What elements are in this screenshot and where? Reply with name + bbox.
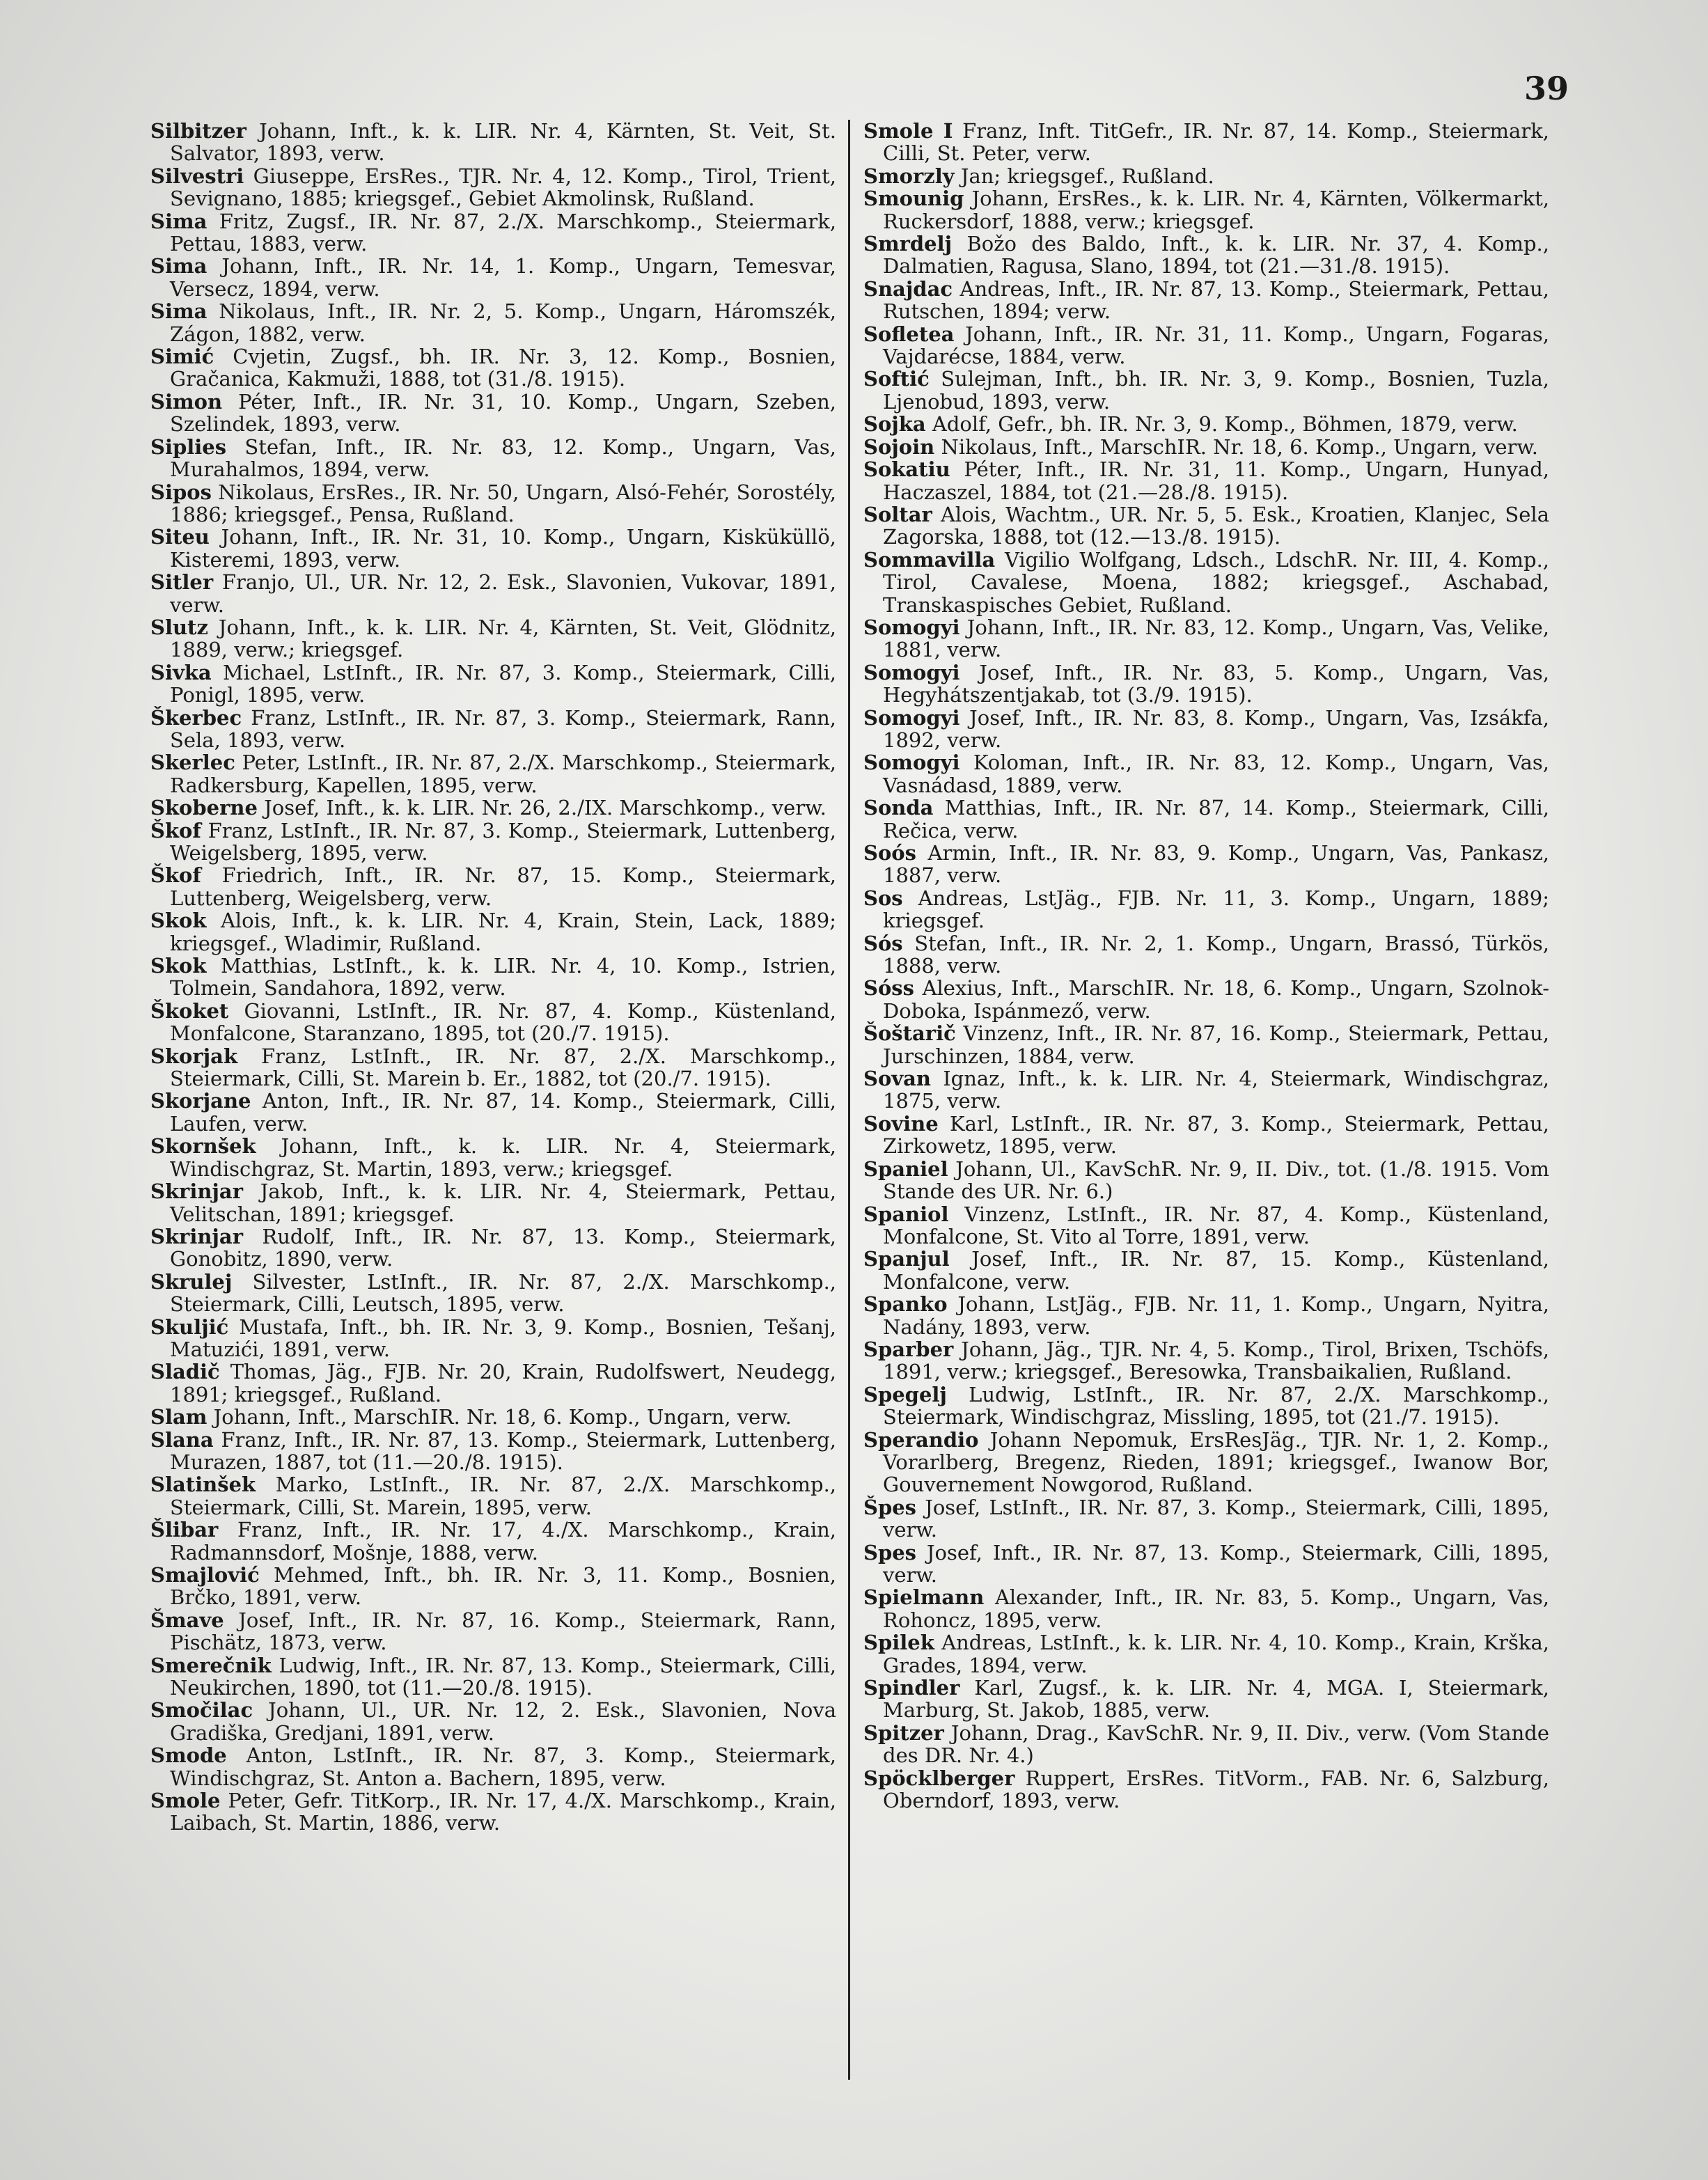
list-item	[150, 751, 836, 797]
entry-details: Vigilio Wolfgang, Ldsch., LdschR. Nr. III, 4. Komp., Tirol, Cavalese, Moena, 1882; kriegsgef., Aschabad, Transkaspisches Gebiet, Rußland.	[883, 547, 1550, 617]
entry-details: Ludwig, Inft., IR. Nr. 87, 13. Komp., Steiermark, Cilli, Neukirchen, 1890, tot (11.—20./8. 1915).	[170, 1653, 836, 1700]
entry-surname: Skok	[150, 909, 207, 933]
column-divider	[848, 120, 850, 2080]
list-item	[863, 233, 1549, 278]
entry-surname: Smorzly	[863, 164, 955, 188]
entry-surname: Šmave	[150, 1608, 224, 1632]
list-item	[863, 797, 1549, 842]
list-item	[863, 1767, 1549, 1812]
entry-surname: Slana	[150, 1427, 214, 1452]
list-item	[863, 436, 1549, 458]
entry-details: Johann, Inft., k. k. LIR. Nr. 4, Kärnten, St. Veit, Glödnitz, 1889, verw.; kriegsgef.	[170, 615, 836, 662]
list-item	[863, 1631, 1549, 1677]
list-item	[150, 526, 836, 571]
entry-surname: Softić	[863, 367, 930, 391]
list-item	[150, 1316, 836, 1361]
list-item	[150, 1519, 836, 1564]
list-item	[863, 165, 1549, 187]
list-item	[150, 1564, 836, 1609]
entry-details: Giuseppe, ErsRes., TJR. Nr. 4, 12. Komp., Tirol, Trient, Sevignano, 1885; kriegsgef., Gebiet Akmolinsk, Rußland.	[170, 164, 837, 211]
entry-surname: Somogyi	[863, 751, 960, 775]
entry-surname: Somogyi	[863, 705, 960, 730]
entry-surname: Sipos	[150, 480, 212, 504]
entry-details: Vinzenz, Inft., IR. Nr. 87, 16. Komp., Steiermark, Pettau, Jurschinzen, 1884, verw.	[883, 1021, 1550, 1068]
entry-details: Franz, Inft. TitGefr., IR. Nr. 87, 14. Komp., Steiermark, Cilli, St. Peter, verw.	[883, 119, 1549, 166]
list-item	[150, 1744, 836, 1789]
list-item	[150, 864, 836, 909]
entry-surname: Škof	[150, 818, 201, 842]
entry-details: Josef, LstInft., IR. Nr. 87, 3. Komp., Steiermark, Cilli, 1895, verw.	[883, 1495, 1549, 1542]
list-item	[863, 616, 1549, 661]
entry-details: Andreas, LstInft., k. k. LIR. Nr. 4, 10. Komp., Krain, Krška, Grades, 1894, verw.	[883, 1631, 1549, 1677]
entry-surname: Snajdac	[863, 276, 953, 301]
entry-surname: Škof	[150, 863, 201, 888]
entry-details: Rudolf, Inft., IR. Nr. 87, 13. Komp., Steiermark, Gonobitz, 1890, verw.	[170, 1224, 836, 1271]
entry-details: Michael, LstInft., IR. Nr. 87, 3. Komp., Steiermark, Cilli, Ponigl, 1895, verw.	[170, 660, 836, 707]
list-item	[863, 751, 1549, 797]
entry-details: Karl, LstInft., IR. Nr. 87, 3. Komp., Steiermark, Pettau, Zirkowetz, 1895, verw.	[883, 1111, 1549, 1159]
list-item	[863, 1203, 1549, 1248]
entry-surname: Spielmann	[863, 1585, 985, 1610]
entry-surname: Skoberne	[150, 796, 258, 820]
entry-surname: Skerlec	[150, 751, 235, 775]
entry-surname: Soós	[863, 841, 916, 865]
entry-surname: Slutz	[150, 615, 208, 639]
left-column	[150, 120, 836, 1835]
entry-surname: Spindler	[863, 1676, 960, 1700]
list-item	[863, 932, 1549, 978]
entry-surname: Skorjak	[150, 1044, 238, 1068]
list-item	[863, 368, 1549, 413]
list-item	[863, 1383, 1549, 1429]
list-item	[863, 1022, 1549, 1067]
entry-details: Mustafa, Inft., bh. IR. Nr. 3, 9. Komp., Bosnien, Tešanj, Matuzići, 1891, verw.	[170, 1315, 837, 1361]
entry-details: Franz, Inft., IR. Nr. 87, 13. Komp., Steiermark, Luttenberg, Murazen, 1887, tot (11.—20./8. 1915).	[170, 1427, 836, 1474]
entry-details: Thomas, Jäg., FJB. Nr. 20, Krain, Rudolfswert, Neudegg, 1891; kriegsgef., Rußland.	[170, 1360, 837, 1406]
entry-details: Peter, Gefr. TitKorp., IR. Nr. 17, 4./X. Marschkomp., Krain, Laibach, St. Martin, 1886, verw.	[170, 1789, 837, 1835]
list-item	[150, 481, 836, 526]
entry-details: Ludwig, LstInft., IR. Nr. 87, 2./X. Marschkomp., Steiermark, Windischgraz, Missling, 1895, tot (21./7. 1915).	[883, 1382, 1550, 1429]
entry-details: Josef, Inft., IR. Nr. 87, 16. Komp., Steiermark, Rann, Pischätz, 1873, verw.	[170, 1608, 836, 1655]
list-item	[150, 1654, 836, 1700]
entry-surname: Sokatiu	[863, 457, 950, 482]
list-item	[863, 549, 1549, 616]
list-item	[150, 1135, 836, 1180]
entry-surname: Spitzer	[863, 1720, 944, 1745]
list-item	[863, 503, 1549, 549]
entry-surname: Smode	[150, 1743, 227, 1768]
entry-surname: Sofletea	[863, 322, 955, 346]
entry-surname: Silbitzer	[150, 119, 246, 143]
entry-details: Anton, Inft., IR. Nr. 87, 14. Komp., Steiermark, Cilli, Laufen, verw.	[170, 1089, 836, 1136]
entry-surname: Slam	[150, 1405, 207, 1429]
entry-details: Franjo, Ul., UR. Nr. 12, 2. Esk., Slavonien, Vukovar, 1891, verw.	[170, 570, 837, 617]
entry-surname: Sonda	[863, 796, 934, 820]
entry-surname: Smole	[150, 1789, 221, 1813]
list-item	[150, 1360, 836, 1406]
entry-surname: Škerbec	[150, 705, 242, 730]
entry-details: Peter, LstInft., IR. Nr. 87, 2./X. Marschkomp., Steiermark, Radkersburg, Kapellen, 1895, verw.	[170, 751, 836, 797]
entry-details: Franz, LstInft., IR. Nr. 87, 3. Komp., Steiermark, Rann, Sela, 1893, verw.	[170, 705, 837, 752]
entry-surname: Sóss	[863, 976, 914, 1001]
entry-surname: Smočilac	[150, 1698, 253, 1723]
entry-details: Johann, Inft., k. k. LIR. Nr. 4, Kärnten, St. Veit, St. Salvator, 1893, verw.	[170, 119, 837, 166]
list-item	[863, 1338, 1549, 1383]
list-item	[863, 458, 1549, 503]
list-item	[863, 1429, 1549, 1496]
entry-details: Johann, Inft., IR. Nr. 31, 10. Komp., Ungarn, Kisküküllö, Kisteremi, 1893, verw.	[170, 525, 836, 572]
list-item	[150, 1699, 836, 1744]
list-item	[863, 413, 1549, 435]
entry-surname: Siteu	[150, 525, 210, 549]
entry-surname: Spegelj	[863, 1382, 947, 1406]
list-item	[863, 1248, 1549, 1293]
entry-details: Koloman, Inft., IR. Nr. 83, 12. Komp., Ungarn, Vas, Vasnádasd, 1889, verw.	[883, 751, 1550, 797]
entry-surname: Sladič	[150, 1360, 220, 1384]
entry-surname: Šlibar	[150, 1518, 219, 1542]
list-item	[863, 1067, 1549, 1113]
entry-details: Andreas, Inft., IR. Nr. 87, 13. Komp., Steiermark, Pettau, Rutschen, 1894; verw.	[883, 276, 1549, 324]
list-item	[150, 210, 836, 256]
entry-details: Ruppert, ErsRes. TitVorm., FAB. Nr. 6, Salzburg, Oberndorf, 1893, verw.	[883, 1766, 1550, 1813]
entry-details: Armin, Inft., IR. Nr. 83, 9. Komp., Ungarn, Vas, Pankasz, 1887, verw.	[883, 841, 1549, 888]
entry-details: Johann, Inft., IR. Nr. 14, 1. Komp., Ungarn, Temesvar, Versecz, 1894, verw.	[170, 254, 837, 301]
list-item	[863, 323, 1549, 368]
list-item	[150, 120, 836, 165]
entry-details: Alois, Wachtm., UR. Nr. 5, 5. Esk., Kroatien, Klanjec, Sela Zagorska, 1888, tot (12.—13./8. 1915).	[883, 502, 1549, 549]
entry-surname: Sovine	[863, 1111, 939, 1136]
entry-details: Silvester, LstInft., IR. Nr. 87, 2./X. Marschkomp., Steiermark, Cilli, Leutsch, 1895, verw.	[170, 1269, 837, 1317]
entry-details: Josef, Inft., IR. Nr. 83, 5. Komp., Ungarn, Vas, Hegyhátszentjakab, tot (3./9. 1915).	[883, 660, 1549, 707]
entry-details: Alexander, Inft., IR. Nr. 83, 5. Komp., Ungarn, Vas, Rohoncz, 1895, verw.	[883, 1585, 1550, 1632]
entry-details: Friedrich, Inft., IR. Nr. 87, 15. Komp., Steiermark, Luttenberg, Weigelsberg, verw.	[170, 863, 836, 910]
entry-details: Johann, Inft., MarschIR. Nr. 18, 6. Komp., Ungarn, verw.	[213, 1405, 792, 1429]
entry-surname: Skrinjar	[150, 1179, 243, 1204]
list-item	[863, 977, 1549, 1022]
entry-surname: Sima	[150, 209, 207, 233]
entry-surname: Smole I	[863, 119, 953, 143]
entry-surname: Šoštarič	[863, 1021, 956, 1046]
list-item	[863, 707, 1549, 752]
right-column	[863, 120, 1549, 1812]
entry-details: Péter, Inft., IR. Nr. 31, 10. Komp., Ungarn, Szeben, Szelindek, 1893, verw.	[170, 389, 837, 437]
entry-details: Karl, Zugsf., k. k. LIR. Nr. 4, MGA. I, Steiermark, Marburg, St. Jakob, 1885, verw.	[883, 1676, 1550, 1723]
entry-details: Fritz, Zugsf., IR. Nr. 87, 2./X. Marschkomp., Steiermark, Pettau, 1883, verw.	[170, 209, 837, 256]
entry-surname: Spaniel	[863, 1156, 948, 1181]
entry-surname: Simić	[150, 345, 214, 369]
entry-surname: Smerečnik	[150, 1653, 272, 1677]
entry-details: Marko, LstInft., IR. Nr. 87, 2./X. Marschkomp., Steiermark, Cilli, St. Marein, 1895, verw.	[170, 1473, 836, 1519]
entry-details: Nikolaus, Inft., IR. Nr. 2, 5. Komp., Ungarn, Háromszék, Zágon, 1882, verw.	[170, 299, 837, 346]
list-item	[150, 909, 836, 955]
entry-surname: Sojka	[863, 412, 926, 437]
entry-surname: Škoket	[150, 998, 229, 1023]
entry-surname: Skorjane	[150, 1089, 251, 1113]
list-item	[150, 1000, 836, 1045]
entry-surname: Skrinjar	[150, 1224, 243, 1248]
entry-surname: Sommavilla	[863, 547, 996, 572]
entry-surname: Skornšek	[150, 1134, 256, 1159]
list-item	[863, 278, 1549, 323]
entry-details: Josef, Inft., IR. Nr. 83, 8. Komp., Ungarn, Vas, Izsákfa, 1892, verw.	[883, 705, 1549, 752]
entry-surname: Smrdelj	[863, 232, 953, 256]
entry-details: Johann, Drag., KavSchR. Nr. 9, II. Div., verw. (Vom Stande des DR. Nr. 4.)	[883, 1720, 1550, 1768]
entry-surname: Sima	[150, 299, 207, 324]
list-item	[863, 842, 1549, 887]
entry-details: Sulejman, Inft., bh. IR. Nr. 3, 9. Komp., Bosnien, Tuzla, Ljenobud, 1893, verw.	[883, 367, 1549, 414]
entry-details: Johann, ErsRes., k. k. LIR. Nr. 4, Kärnten, Völkermarkt, Ruckersdorf, 1888, verw.; kriegsgef.	[883, 187, 1549, 233]
entry-details: Johann, LstJäg., FJB. Nr. 11, 1. Komp., Ungarn, Nyitra, Nadány, 1893, verw.	[883, 1292, 1549, 1339]
list-item	[863, 1722, 1549, 1767]
entry-surname: Silvestri	[150, 164, 244, 188]
list-item	[150, 616, 836, 661]
entry-surname: Sós	[863, 931, 903, 955]
entry-details: Ignaz, Inft., k. k. LIR. Nr. 4, Steiermark, Windischgraz, 1875, verw.	[883, 1067, 1549, 1113]
entry-details: Jan; kriegsgef., Rußland.	[960, 164, 1214, 188]
entry-details: Alexius, Inft., MarschIR. Nr. 18, 6. Komp., Ungarn, Szolnok-Doboka, Ispánmező, verw.	[883, 976, 1549, 1023]
list-item	[863, 120, 1549, 165]
entry-surname: Spöcklberger	[863, 1766, 1015, 1790]
entry-surname: Sperandio	[863, 1427, 979, 1452]
entry-surname: Spilek	[863, 1631, 934, 1655]
entry-surname: Sparber	[863, 1337, 954, 1361]
entry-surname: Slatinšek	[150, 1473, 256, 1497]
list-item	[863, 187, 1549, 233]
list-item	[150, 1045, 836, 1090]
entry-details: Stefan, Inft., IR. Nr. 83, 12. Komp., Ungarn, Vas, Murahalmos, 1894, verw.	[170, 434, 837, 482]
entry-details: Nikolaus, Inft., MarschIR. Nr. 18, 6. Komp., Ungarn, verw.	[941, 434, 1538, 459]
entry-surname: Spaniol	[863, 1202, 949, 1226]
entry-details: Vinzenz, LstInft., IR. Nr. 87, 4. Komp., Küstenland, Monfalcone, St. Vito al Torre, 1891, verw.	[883, 1202, 1549, 1248]
list-item	[150, 1090, 836, 1135]
entry-surname: Spes	[863, 1540, 916, 1565]
entry-details: Stefan, Inft., IR. Nr. 2, 1. Komp., Ungarn, Brassó, Türkös, 1888, verw.	[883, 931, 1549, 978]
entry-details: Péter, Inft., IR. Nr. 31, 11. Komp., Ungarn, Hunyad, Haczaszel, 1884, tot (21.—28./8. 1915).	[883, 457, 1549, 504]
page-number: 39	[1523, 70, 1569, 107]
entry-details: Andreas, LstJäg., FJB. Nr. 11, 3. Komp., Ungarn, 1889; kriegsgef.	[883, 886, 1549, 933]
list-item	[150, 391, 836, 436]
entry-details: Josef, Inft., IR. Nr. 87, 15. Komp., Küstenland, Monfalcone, verw.	[883, 1247, 1550, 1294]
entry-details: Matthias, Inft., IR. Nr. 87, 14. Komp., Steiermark, Cilli, Rečica, verw.	[883, 796, 1549, 842]
entry-details: Josef, Inft., IR. Nr. 87, 13. Komp., Steiermark, Cilli, 1895, verw.	[883, 1540, 1549, 1587]
list-item	[863, 1496, 1549, 1542]
entry-details: Franz, LstInft., IR. Nr. 87, 3. Komp., Steiermark, Luttenberg, Weigelsberg, 1895, verw.	[170, 818, 836, 865]
list-item	[150, 255, 836, 300]
list-item	[150, 345, 836, 391]
list-item	[150, 1225, 836, 1271]
entry-details: Giovanni, LstInft., IR. Nr. 87, 4. Komp., Küstenland, Monfalcone, Staranzano, 1895, tot (20./7. 1915).	[170, 998, 836, 1046]
list-item	[150, 661, 836, 707]
entry-details: Johann, Inft., IR. Nr. 31, 11. Komp., Ungarn, Fogaras, Vajdarécse, 1884, verw.	[883, 322, 1549, 369]
list-item	[150, 1789, 836, 1835]
list-item	[863, 1677, 1549, 1722]
entry-details: Johann, Inft., k. k. LIR. Nr. 4, Steiermark, Windischgraz, St. Martin, 1893, verw.; kriegsgef.	[170, 1134, 836, 1181]
list-item	[150, 707, 836, 752]
list-item	[150, 1271, 836, 1316]
entry-surname: Somogyi	[863, 615, 960, 639]
entry-details: Jakob, Inft., k. k. LIR. Nr. 4, Steiermark, Pettau, Velitschan, 1891; kriegsgef.	[170, 1179, 836, 1226]
entry-surname: Sos	[863, 886, 903, 910]
entry-surname: Simon	[150, 389, 223, 414]
entry-details: Matthias, LstInft., k. k. LIR. Nr. 4, 10. Komp., Istrien, Tolmein, Sandahora, 1892, verw.	[170, 954, 836, 1001]
list-item	[150, 1406, 836, 1428]
list-item	[150, 1473, 836, 1519]
entry-surname: Sima	[150, 254, 207, 279]
entry-surname: Smounig	[863, 187, 964, 211]
list-item	[863, 1542, 1549, 1587]
list-item	[863, 887, 1549, 932]
entry-surname: Sitler	[150, 570, 214, 595]
list-item	[150, 436, 836, 481]
entry-surname: Soltar	[863, 502, 932, 526]
entry-surname: Sojoin	[863, 434, 935, 459]
entry-details: Johann Nepomuk, ErsResJäg., TJR. Nr. 1, 2. Komp., Vorarlberg, Bregenz, Rieden, 1891; kriegsgef., Iwanow Bor, Gouvernement Nowgorod, Rußland.	[883, 1427, 1550, 1497]
list-item	[150, 955, 836, 1000]
list-item	[150, 1180, 836, 1225]
list-item	[150, 820, 836, 865]
list-item	[150, 300, 836, 345]
entry-details: Nikolaus, ErsRes., IR. Nr. 50, Ungarn, Alsó-Fehér, Sorostély, 1886; kriegsgef., Pensa, Rußland.	[170, 480, 837, 526]
entry-details: Franz, LstInft., IR. Nr. 87, 2./X. Marschkomp., Steiermark, Cilli, St. Marein b. Er., 1882, tot (20./7. 1915).	[170, 1044, 837, 1091]
entry-surname: Sovan	[863, 1067, 932, 1091]
list-item	[863, 1113, 1549, 1158]
entry-details: Johann, Jäg., TJR. Nr. 4, 5. Komp., Tirol, Brixen, Tschöfs, 1891, verw.; kriegsgef., Beresowka, Transbaikalien, Rußland.	[883, 1337, 1549, 1384]
list-item	[150, 1429, 836, 1474]
entry-details: Franz, Inft., IR. Nr. 17, 4./X. Marschkomp., Krain, Radmannsdorf, Mošnje, 1888, verw.	[170, 1518, 837, 1565]
entry-surname: Siplies	[150, 434, 227, 459]
entry-details: Alois, Inft., k. k. LIR. Nr. 4, Krain, Stein, Lack, 1889; kriegsgef., Wladimir, Rußland.	[170, 909, 836, 955]
list-item	[863, 661, 1549, 707]
entry-details: Adolf, Gefr., bh. IR. Nr. 3, 9. Komp., Böhmen, 1879, verw.	[932, 412, 1518, 437]
entry-details: Josef, Inft., k. k. LIR. Nr. 26, 2./IX. Marschkomp., verw.	[264, 796, 826, 820]
list-item	[863, 1158, 1549, 1203]
list-item	[150, 1609, 836, 1654]
entry-surname: Smajlović	[150, 1563, 260, 1587]
entry-surname: Somogyi	[863, 660, 960, 684]
entry-details: Johann, Ul., KavSchR. Nr. 9, II. Div., tot. (1./8. 1915. Vom Stande des UR. Nr. 6.)	[883, 1156, 1550, 1204]
entry-surname: Spanko	[863, 1292, 948, 1317]
list-item	[863, 1586, 1549, 1631]
entry-details: Johann, Ul., UR. Nr. 12, 2. Esk., Slavonien, Nova Gradiška, Gredjani, 1891, verw.	[170, 1698, 836, 1745]
entry-details: Johann, Inft., IR. Nr. 83, 12. Komp., Ungarn, Vas, Velike, 1881, verw.	[883, 615, 1549, 662]
list-item	[150, 165, 836, 210]
list-item	[150, 797, 836, 819]
list-item	[150, 571, 836, 616]
entry-surname: Skok	[150, 954, 207, 978]
entry-surname: Skuljić	[150, 1315, 229, 1339]
entry-surname: Sivka	[150, 660, 212, 684]
entry-surname: Špes	[863, 1495, 916, 1519]
entry-surname: Spanjul	[863, 1247, 950, 1271]
list-item	[863, 1293, 1549, 1338]
entry-details: Anton, LstInft., IR. Nr. 87, 3. Komp., Steiermark, Windischgraz, St. Anton a. Bachern, 1895, verw.	[170, 1743, 837, 1790]
entry-details: Cvjetin, Zugsf., bh. IR. Nr. 3, 12. Komp., Bosnien, Gračanica, Kakmuži, 1888, tot (31./8. 1915).	[170, 345, 837, 391]
entry-details: Mehmed, Inft., bh. IR. Nr. 3, 11. Komp., Bosnien, Brčko, 1891, verw.	[170, 1563, 837, 1610]
entry-details: Božo des Baldo, Inft., k. k. LIR. Nr. 37, 4. Komp., Dalmatien, Ragusa, Slano, 1894, tot (21.—31./8. 1915).	[883, 232, 1549, 279]
entry-surname: Skrulej	[150, 1269, 233, 1294]
